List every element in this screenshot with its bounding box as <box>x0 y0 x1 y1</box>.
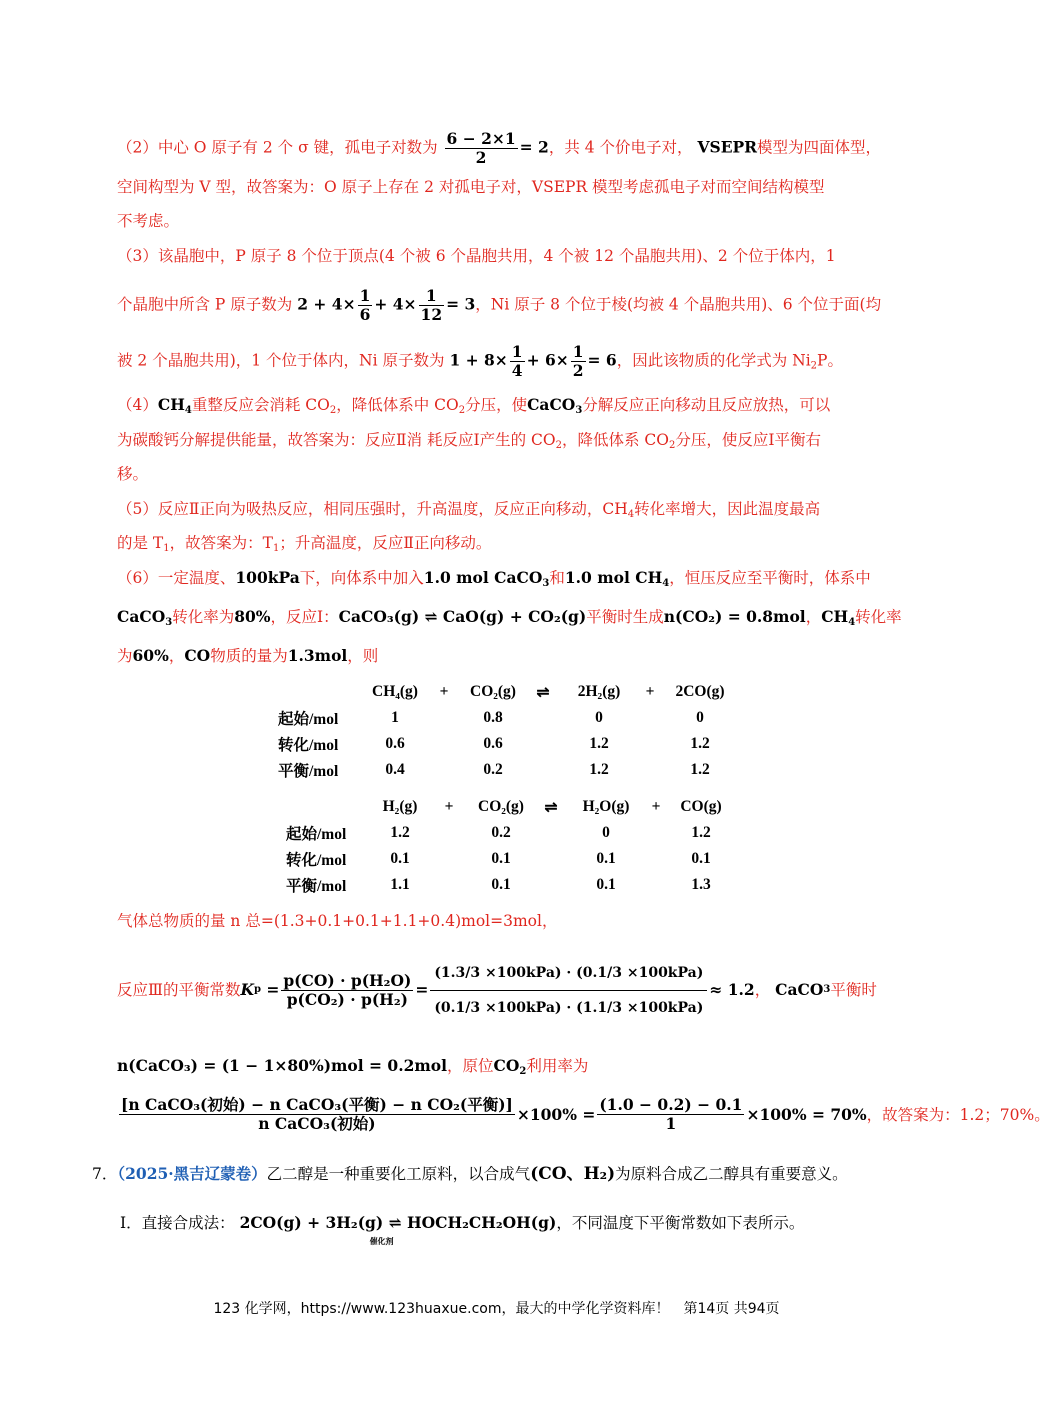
text: （5）反应Ⅱ正向为吸热反应，相同压强时，升高温度，反应正向移动，CH <box>117 500 628 518</box>
text: 的是 T <box>117 534 164 552</box>
table-cell: 1.2 <box>589 761 609 778</box>
table-cell: 0.2 <box>483 761 503 778</box>
table-cell: 1 <box>391 709 399 726</box>
fraction-numerator: 1 <box>511 342 523 361</box>
subscript: 4 <box>848 617 856 628</box>
fraction <box>510 343 525 380</box>
text: ， <box>168 647 185 665</box>
text: ， <box>754 981 771 999</box>
part5-line2 <box>117 532 491 554</box>
part6-line2 <box>117 606 902 628</box>
text: （2）中心 O 原子有 2 个 σ 键，孤电子对数为 <box>117 138 438 157</box>
value: 80% <box>234 607 271 626</box>
formula: CH <box>821 607 849 626</box>
text: ，恒压反应至平衡时，体系中 <box>669 569 871 587</box>
table-header-cell: CH₄(g) <box>372 683 418 700</box>
text: ，故答案为：T <box>169 534 273 552</box>
table-cell: 1.2 <box>690 735 710 752</box>
text: ，Ni 原子 8 个位于棱(均被 4 个晶胞共用)、6 个位于面(均 <box>475 295 882 314</box>
formula: (CO、H₂) <box>530 1164 616 1184</box>
table-cell: 1.2 <box>690 761 710 778</box>
text: ， <box>805 608 822 626</box>
table-cell: 0.8 <box>483 709 503 726</box>
fraction-denominator: p(CO₂) · p(H₂) <box>286 989 408 1009</box>
table-cell: 0.1 <box>491 876 511 893</box>
formula: CaCO <box>527 395 576 414</box>
reaction-with-catalyst <box>239 1212 557 1246</box>
subscript: 2 <box>810 360 818 372</box>
text: ；升高温度，反应Ⅱ正向移动。 <box>279 534 492 552</box>
text: 转化率为 <box>172 608 235 626</box>
expr: ×100% = <box>516 1104 596 1124</box>
fraction <box>419 287 445 324</box>
expr: 2 + 4× <box>297 294 356 314</box>
table-header-cell: H₂(g) <box>382 798 418 815</box>
page-footer: 123 化学网，https://www.123huaxue.com，最大的中学化学资料库！ 第14页 共94页 <box>213 1301 780 1317</box>
table-header-cell: + <box>651 798 661 815</box>
text: 为碳酸钙分解提供能量，故答案为：反应Ⅱ消 耗反应Ⅰ产生的 CO <box>117 431 556 449</box>
text: ，降低体系中 CO <box>336 396 459 414</box>
text: 为 <box>117 647 133 665</box>
value: 1.0 mol CaCO <box>423 568 543 587</box>
part4-line1 <box>117 394 830 416</box>
row-label: 起始/mol <box>286 826 347 843</box>
subscript: 2 <box>668 440 676 451</box>
table-cell: 0.1 <box>691 850 711 867</box>
row-label: 转化/mol <box>286 852 347 869</box>
part3-line1: （3）该晶胞中，P 原子 8 个位于顶点(4 个被 6 个晶胞共用，4 个被 12 个晶胞共用)、2 个位于体内，1 <box>117 247 836 265</box>
text: ，降低体系 CO <box>561 431 669 449</box>
text: 平衡时 <box>830 981 877 999</box>
subscript: 2 <box>555 440 562 451</box>
table-header-cell: 2CO(g) <box>675 683 725 700</box>
fraction-denominator: (0.1/3 ×100kPa) · (1.1/3 ×100kPa) <box>434 999 704 1016</box>
part6-line1 <box>117 567 871 589</box>
text: 重整反应会消耗 CO <box>191 396 330 414</box>
kp-line: 反应Ⅲ的平衡常数 K p = $\frac{\text{p(CO) · p(H₂O)}}{\text{p(CO₂) · p(H₂)}}$ = $\frac{\text{(1.3/3 ×100kPa) · (0.1/3 ×100kPa)}}{\text{(0.1/3 ×100kPa) · (1.1/3 ×100kPa)}}$ ≈ 1.2 ， CaCO 3 平衡时 <box>117 945 877 1035</box>
subscript: 3 <box>542 578 550 589</box>
text: ，则 <box>347 647 379 665</box>
text: 利用率为 <box>526 1057 589 1075</box>
fraction-numerator: 6 − 2×1 <box>446 129 516 148</box>
table-cell: 0.6 <box>385 735 405 752</box>
table-cell: 1.2 <box>390 824 410 841</box>
part2-line1 <box>117 130 881 167</box>
kp-result: ≈ 1.2 <box>709 980 755 999</box>
question-number: 7． <box>92 1165 118 1183</box>
text: （6）一定温度、 <box>117 569 236 587</box>
table-header-cell: + <box>645 683 655 700</box>
table-cell: 0.1 <box>390 850 410 867</box>
table-header-cell: H₂O(g) <box>582 798 630 815</box>
value: 1.3mol <box>287 646 348 665</box>
fraction-denominator: 4 <box>511 361 523 380</box>
utilization-value-fraction <box>597 1096 744 1133</box>
reaction-equation: 2CO(g) + 3H₂(g) ⇌ HOCH₂CH₂OH(g) <box>239 1213 557 1232</box>
fraction-denominator: 12 <box>420 305 443 324</box>
text: 转化率 <box>855 608 902 626</box>
table-header-cell: + <box>439 683 449 700</box>
table-cell: 1.3 <box>691 876 711 893</box>
fraction-result: = 2 <box>519 137 549 157</box>
table-header-row <box>278 679 740 705</box>
subscript: 2 <box>519 1066 527 1077</box>
text: ，不同温度下平衡常数如下表所示。 <box>556 1214 805 1232</box>
table-header-row <box>286 794 736 820</box>
table-header-cell: ⇌ <box>544 798 558 816</box>
formula: CO <box>493 1056 520 1075</box>
total-moles-line: 气体总物质的量 n 总=(1.3+0.1+0.1+1.1+0.4)mol=3mol， <box>117 912 558 930</box>
subscript: 1 <box>272 543 280 554</box>
catalyst-label: 催化剂 <box>369 1236 394 1246</box>
equilibrium-table-1 <box>278 679 740 783</box>
table-header-cell: 2H₂(g) <box>577 683 621 700</box>
table-row <box>286 846 736 872</box>
table-row <box>278 757 740 783</box>
equilibrium-table-2 <box>286 794 736 898</box>
part4-line3: 移。 <box>117 465 149 483</box>
expr: + 6× <box>526 350 569 370</box>
subscript: 4 <box>627 509 635 520</box>
fraction-denominator: 1 <box>665 1114 677 1133</box>
expr: n(CO₂) = 0.8mol <box>663 607 806 626</box>
text: 平衡时生成 <box>586 608 664 626</box>
question-source: （2025·黑吉辽蒙卷） <box>117 1164 267 1183</box>
text: ，因此该物质的化学式为 Ni <box>616 351 811 370</box>
question-7-line2 <box>120 1212 805 1246</box>
text: 和 <box>549 569 565 587</box>
expr: + 4× <box>374 294 417 314</box>
table-row <box>286 872 736 898</box>
expr: = 3 <box>446 294 476 314</box>
table-header-cell: ⇌ <box>536 683 550 701</box>
text: 分压，使反应Ⅰ平衡右 <box>675 431 821 449</box>
formula: CaCO <box>117 607 166 626</box>
vsepr-term: VSEPR <box>697 137 758 157</box>
text: 分解反应正向移动且反应放热，可以 <box>582 396 831 414</box>
answer-text: ，故答案为：1.2；70%。 <box>866 1105 1050 1124</box>
fraction-numerator: 1 <box>419 287 445 306</box>
kp-value-fraction <box>430 956 707 1025</box>
reaction-equation: CaCO₃(g) ⇌ CaO(g) + CO₂(g) <box>338 607 587 626</box>
part6-line3 <box>117 645 378 667</box>
fraction <box>358 287 373 324</box>
part3-line2 <box>117 287 881 324</box>
fraction-numerator: [n CaCO₃(初始) − n CaCO₃(平衡) − n CO₂(平衡)] <box>121 1095 513 1114</box>
text: ，共 4 个价电子对， <box>548 138 693 157</box>
table-header-cell: CO(g) <box>680 798 722 815</box>
table-cell: 0 <box>602 824 610 841</box>
subscript: 1 <box>163 543 170 554</box>
expr: 1 + 8× <box>449 350 508 370</box>
fraction-numerator: (1.3/3 ×100kPa) · (0.1/3 ×100kPa) <box>430 956 707 991</box>
expr: = 6 <box>587 350 617 370</box>
fraction-denominator: 6 <box>359 305 371 324</box>
subscript: 4 <box>662 578 670 589</box>
subscript: 3 <box>165 617 173 628</box>
row-label: 转化/mol <box>278 737 339 754</box>
subscript: 2 <box>458 405 466 416</box>
text: 个晶胞中所含 P 原子数为 <box>117 295 293 314</box>
utilization-fraction <box>119 1096 515 1133</box>
lone-pair-fraction <box>445 130 518 167</box>
fraction-denominator: 2 <box>572 361 584 380</box>
table-header-cell: + <box>444 798 454 815</box>
text: 模型为四面体型， <box>757 138 882 157</box>
table-cell: 0.6 <box>483 735 503 752</box>
text: 转化率增大，因此温度最高 <box>634 500 821 518</box>
fraction-numerator: 1 <box>572 342 584 361</box>
table-cell: 0.1 <box>596 850 616 867</box>
text: P。 <box>817 351 843 370</box>
text: 为原料合成乙二醇具有重要意义。 <box>615 1165 848 1183</box>
table-cell: 1.2 <box>589 735 609 752</box>
text: 分压，使 <box>465 396 528 414</box>
value: 1.0 mol CH <box>564 568 663 587</box>
kp-symbol: K <box>240 980 254 999</box>
text: I．直接合成法： <box>120 1214 235 1232</box>
text: （4） <box>117 396 158 414</box>
table-row <box>278 705 740 731</box>
question-7-line1 <box>92 1163 848 1185</box>
kp-fraction <box>281 972 413 1009</box>
subscript: 4 <box>184 405 192 416</box>
formula: CO <box>184 646 211 665</box>
text: ，原位 <box>447 1057 494 1075</box>
fraction-denominator: n CaCO₃(初始) <box>258 1114 376 1133</box>
table-cell: 0.1 <box>596 876 616 893</box>
table-cell: 0 <box>696 709 704 726</box>
n-caco3-line <box>117 1055 588 1077</box>
table-cell: 1.1 <box>390 876 410 893</box>
table-cell: 0.2 <box>491 824 511 841</box>
utilization-line <box>117 1096 1050 1133</box>
text: 下，向体系中加入 <box>299 569 424 587</box>
table-cell: 0.4 <box>385 761 405 778</box>
value: 60% <box>132 646 169 665</box>
table-row <box>278 731 740 757</box>
expr: n(CaCO₃) = (1 − 1×80%)mol = 0.2mol <box>117 1056 448 1075</box>
fraction-numerator: p(CO) · p(H₂O) <box>283 970 412 990</box>
formula: CaCO <box>775 980 824 999</box>
part2-line2: 空间构型为 V 型，故答案为：O 原子上存在 2 对孤电子对，VSEPR 模型考虑孤电子对而空间结构模型 <box>117 178 825 196</box>
row-label: 平衡/mol <box>286 878 347 895</box>
text: ，反应Ⅰ： <box>270 608 339 626</box>
table-header-cell: CO₂(g) <box>478 798 524 815</box>
subscript: 2 <box>329 405 337 416</box>
fraction <box>571 343 586 380</box>
part3-line3 <box>117 343 843 380</box>
formula: CH <box>157 395 185 414</box>
expr: ×100% = 70% <box>746 1104 867 1124</box>
text: 物质的量为 <box>210 647 288 665</box>
part2-line3: 不考虑。 <box>117 212 180 230</box>
text: 反应Ⅲ的平衡常数 <box>117 981 241 999</box>
part5-line1 <box>117 498 820 520</box>
row-label: 起始/mol <box>278 711 339 728</box>
value: 100kPa <box>235 568 300 587</box>
part4-line2 <box>117 429 821 451</box>
subscript: 3 <box>575 405 583 416</box>
fraction-numerator: (1.0 − 0.2) − 0.1 <box>599 1095 743 1114</box>
table-cell: 1.2 <box>691 824 711 841</box>
table-cell: 0.1 <box>491 850 511 867</box>
table-cell: 0 <box>595 709 603 726</box>
row-label: 平衡/mol <box>278 763 339 780</box>
text: 被 2 个晶胞共用)，1 个位于体内，Ni 原子数为 <box>117 351 445 370</box>
fraction-denominator: 2 <box>475 148 487 167</box>
table-row <box>286 820 736 846</box>
table-header-cell: CO₂(g) <box>470 683 516 700</box>
text: 乙二醇是一种重要化工原料，以合成气 <box>266 1165 531 1183</box>
fraction-numerator: 1 <box>359 286 371 305</box>
